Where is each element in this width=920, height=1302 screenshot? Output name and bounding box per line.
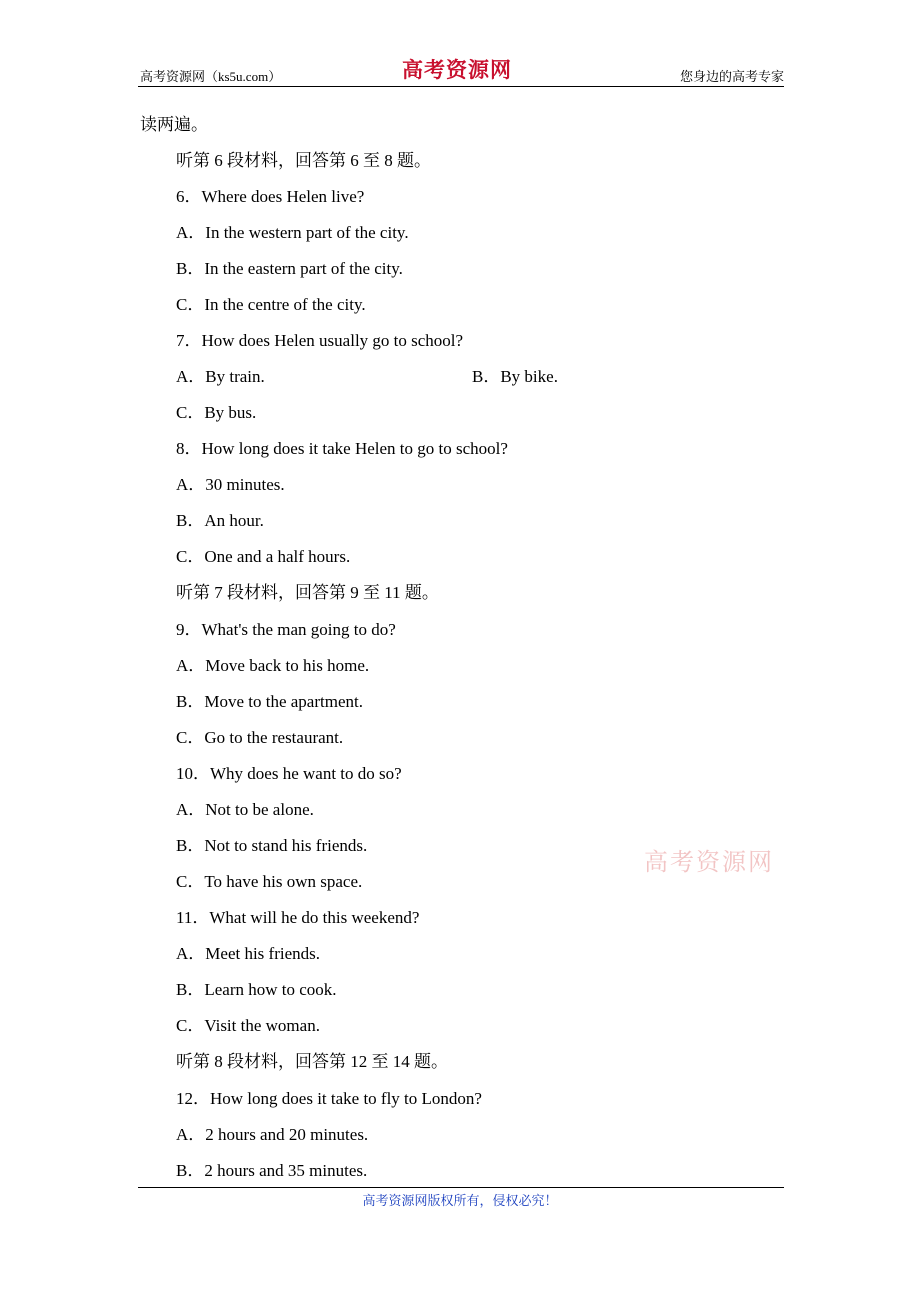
option-7b: B．By bike. <box>472 367 558 386</box>
option-12a: A．2 hours and 20 minutes. <box>176 1125 369 1144</box>
option-11a: A．Meet his friends. <box>176 944 321 963</box>
option-7a: A．By train. <box>176 367 265 386</box>
continuation-line: 读两遍。 <box>140 115 208 134</box>
question-9: 9．What's the man going to do? <box>176 620 396 639</box>
option-11c: C．Visit the woman. <box>176 1016 320 1035</box>
footer-divider <box>138 1187 784 1188</box>
option-8a: A．30 minutes. <box>176 475 285 494</box>
watermark-logo: 高考资源网 <box>644 848 774 876</box>
header-slogan: 您身边的高考专家 <box>679 69 784 84</box>
option-10b: B．Not to stand his friends. <box>176 836 368 855</box>
question-11: 11．What will he do this weekend? <box>176 908 420 927</box>
question-6: 6．Where does Helen live? <box>176 187 365 206</box>
header-site-name: 高考资源网（ks5u.com） <box>140 69 282 84</box>
page-header <box>138 56 784 87</box>
option-9c: C．Go to the restaurant. <box>176 728 344 747</box>
footer-copyright: 高考资源网版权所有，侵权必究！ <box>362 1193 558 1208</box>
question-10: 10．Why does he want to do so? <box>176 764 402 783</box>
option-8c: C．One and a half hours. <box>176 547 351 566</box>
option-10a: A．Not to be alone. <box>176 800 314 819</box>
option-8b: B．An hour. <box>176 511 264 530</box>
section-instruction-8: 听第 8 段材料，回答第 12 至 14 题。 <box>176 1052 448 1071</box>
option-11b: B．Learn how to cook. <box>176 980 337 999</box>
option-7c: C．By bus. <box>176 403 257 422</box>
question-12: 12．How long does it take to fly to London? <box>176 1089 482 1108</box>
option-9a: A．Move back to his home. <box>176 656 370 675</box>
section-instruction-6: 听第 6 段材料，回答第 6 至 8 题。 <box>176 151 431 170</box>
section-instruction-7: 听第 7 段材料，回答第 9 至 11 题。 <box>176 583 439 602</box>
option-6c: C．In the centre of the city. <box>176 295 366 314</box>
question-7: 7．How does Helen usually go to school? <box>176 331 464 350</box>
option-12b: B．2 hours and 35 minutes. <box>176 1161 368 1180</box>
header-logo: 高考资源网 <box>402 57 512 82</box>
option-10c: C．To have his own space. <box>176 872 363 891</box>
question-8: 8．How long does it take Helen to go to school? <box>176 439 508 458</box>
option-9b: B．Move to the apartment. <box>176 692 363 711</box>
option-6b: B．In the eastern part of the city. <box>176 259 403 278</box>
option-6a: A．In the western part of the city. <box>176 223 409 242</box>
